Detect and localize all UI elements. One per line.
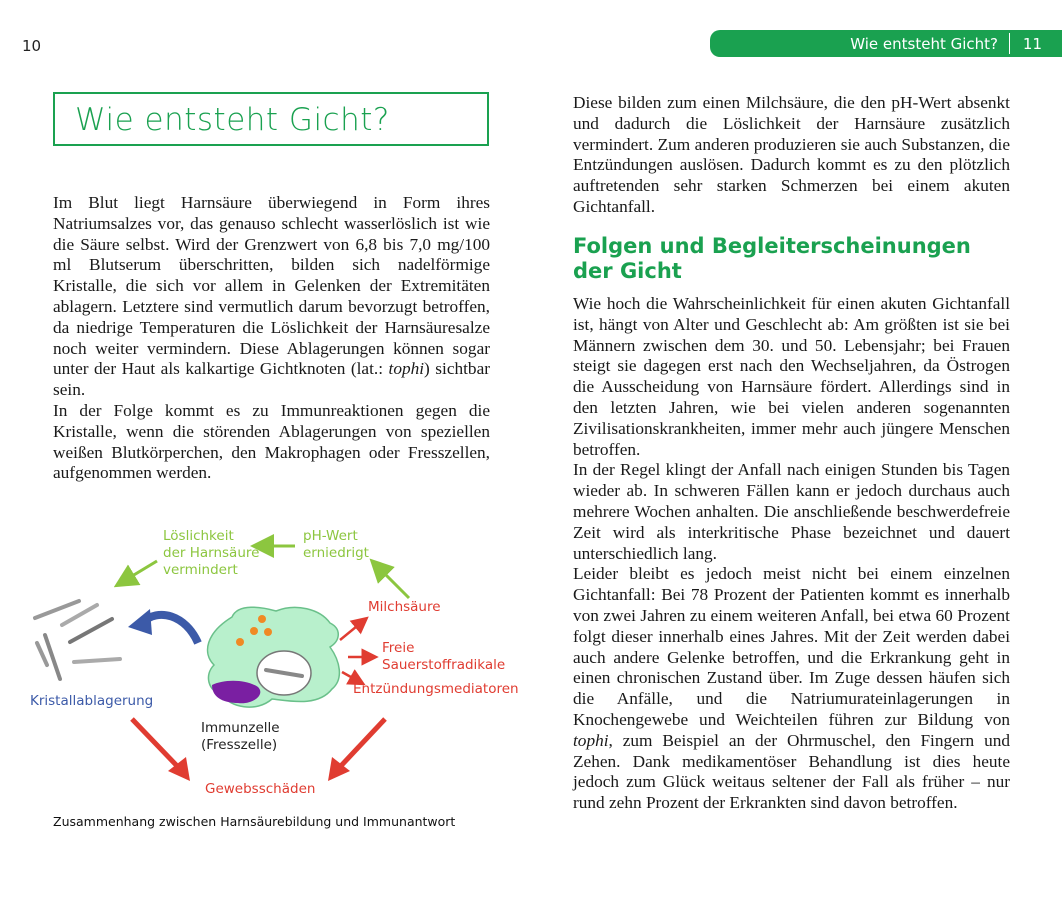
right-paragraph-2: In der Regel klingt der Anfall nach einigen Stunden bis Tagen wieder ab. In schweren Fällen kann er jedoch durchaus auch mehrere Wochen anhalten. Die anschließende beschwerdefreie Zeit wird als interkritische Phase bezeichnet und dauert unterschiedlich lang.: [573, 460, 1010, 563]
left-paragraph-2: In der Folge kommt es zu Immunreaktionen gegen die Kristalle, wenn die störenden Ablagerungen von speziellen weißen Blutkörperchen, den Makrophagen oder Fresszellen, aufgenommen werden.: [53, 400, 490, 483]
label-crystal-deposit: Kristallablagerung: [30, 693, 154, 709]
right-intro-paragraph: Diese bilden zum einen Milchsäure, die den pH-Wert absenkt und dadurch die Löslichkeit der Harnsäure zusätzlich vermindert. Zum anderen produzieren sie auch Substanzen, die Entzündungen auslösen. Dadurch kommt es zu den plötzlich auftretenden sehr starken Schmerzen bei einem akuten Gichtanfall.: [573, 93, 1010, 216]
crystal-needles: [35, 601, 120, 679]
label-immune-cell: Immunzelle (Fresszelle): [201, 720, 280, 753]
page-number-right: 11: [1022, 35, 1042, 53]
uptake-arrow-head: [128, 609, 152, 635]
right-paragraph-3: Leider bleibt es jedoch meist nicht bei einem einzelnen Gichtanfall: Bei 78 Prozent der Patienten kommt es innerhalb von zwei Jahren zu einem weiteren Anfall, bei etwa 60 Prozent folgt dieser innerhalb eines Jahres. Mit der Zeit werden dabei auch andere Gelenke betroffen, und die Erkrankung geht in einen chronischen Zustand über. Im Zuge dessen häufen sich die Anfälle, und die Natriumurateinlagerungen in Knochengewebe und Weichteilen führen zur Bildung von tophi, zum Beispiel an der Ohrmuschel, den Fingern und Zehen. Dank medikamentöser Behandlung ist dies heute jedoch zum Glück weitaus seltener der Fall als früher – nur rund zehn Prozent der Erkrankten sind davon betroffen.: [573, 564, 1010, 813]
chapter-title-box: [53, 92, 489, 146]
arrow-to-crystals: [124, 561, 157, 581]
label-lactic-acid: Milchsäure: [368, 599, 441, 615]
arrow-mediators-damage: [338, 719, 385, 769]
left-body-text: [53, 193, 490, 484]
label-solubility: Löslichkeit der Harnsäure vermindert: [163, 528, 260, 578]
granule: [264, 628, 272, 636]
page-number-left: 10: [22, 37, 42, 55]
arrow-lactic: [340, 622, 362, 640]
running-header: [710, 30, 1062, 57]
right-paragraph-1: Wie hoch die Wahrscheinlichkeit für einen akuten Gichtanfall ist, hängt von Alter und Geschlecht ab: Am größten ist sie bei Männern zwischen dem 30. und 50. Lebensjahr; bei Frauen steigt sie dagegen erst nach den Wechseljahren, da Östrogen die Ausscheidung von Harnsäure fördert. Allerdings sind in den letzten Jahren, wie bei vielen anderen sogenannten Zivilisationskrankheiten, immer mehr auch jüngere Menschen betroffen.: [573, 294, 1010, 459]
granule: [250, 627, 258, 635]
granule: [258, 615, 266, 623]
granule: [236, 638, 244, 646]
label-mediators: Entzündungsmediatoren: [353, 681, 519, 697]
arrow-crystals-damage: [132, 719, 180, 769]
label-radicals: Freie Sauerstoffradikale: [382, 640, 506, 673]
arrow-to-ph: [378, 567, 409, 598]
header-divider: [1009, 33, 1010, 54]
left-paragraph-1: Im Blut liegt Harnsäure überwiegend in Form ihres Natriumsalzes vor, das genauso schlecht wasserlöslich ist wie die Säure selbst. Wird der Grenzwert von 6,8 bis 7,0 mg/100 ml Blutserum überschritten, bilden sich nadelförmige Kristalle, die sich vor allem in Gelenken der Extremitäten ablagern. Letztere sind vermutlich darum bevorzugt betroffen, da niedrige Temperaturen die Löslichkeit der Harnsäuresalze noch weiter vermindern. Diese Ablagerungen können sogar unter der Haut als kalkartige Gichtknoten (lat.: tophi) sichtbar sein.: [53, 193, 491, 400]
label-ph: pH-Wert erniedrigt: [303, 528, 369, 561]
right-intro-text: [573, 93, 1010, 218]
figure-caption: Zusammenhang zwischen Harnsäurebildung und Immunantwort: [53, 814, 456, 829]
section-heading: Folgen und Begleiterscheinungen der Gicht: [573, 234, 971, 283]
arrow-mediators: [342, 672, 358, 681]
label-tissue-damage: Gewebsschäden: [205, 781, 316, 797]
chapter-title: Wie entsteht Gicht?: [75, 102, 390, 138]
right-body-text: [573, 294, 1010, 814]
running-header-title: Wie entsteht Gicht?: [850, 35, 998, 53]
